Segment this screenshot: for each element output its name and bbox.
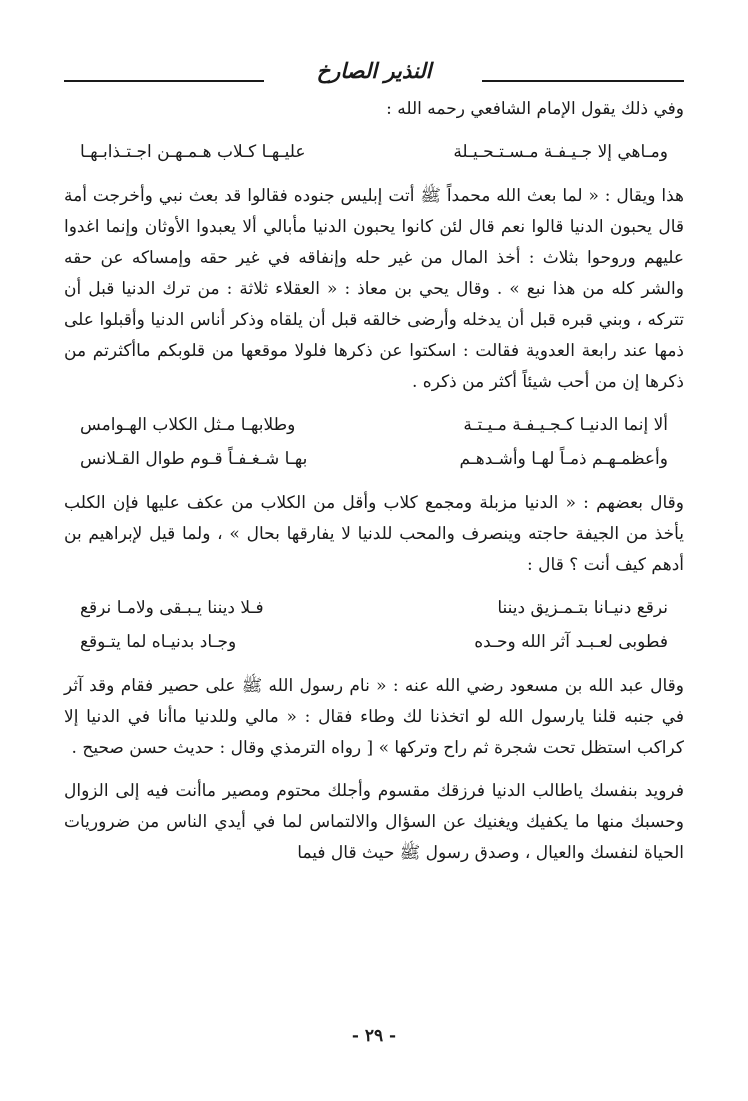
intro-paragraph: وفي ذلك يقول الإمام الشافعي رحمه الله : [386,99,684,119]
poem-block-2 [64,408,684,476]
paragraph-4: فرويد بنفسك ياطالب الدنيا فرزقك مقسوم وأجلك محتوم ومصير ماأنت فيه إلى الزوال وحسبك منها ما يكفيك ويغنيك عن السؤال والالتماس لما في أيدي الناس من ضروريات الحياة لنفسك والعيال ، وصدق رسول ﷺ حيث قال فيما [64,781,684,863]
verse-hemistich-first: وأعظمـهـم ذمـاً لهـا وأشـدهـم [459,449,668,469]
poem-block-1 [64,135,684,169]
verse-hemistich-second: بهـا شـغـفـاً قـوم طوال القـلانس [80,449,308,469]
verse-hemistich-second: وجـاد بدنيـاه لما يتـوقع [80,632,237,652]
verse-hemistich-second: وطلابهـا مـثل الكلاب الهـوامس [80,415,296,435]
verse-line [64,135,684,169]
verse-line [64,408,684,442]
verse-hemistich-first: ألا إنما الدنيـا كـجـيـفـة مـيـتـة [463,415,668,435]
paragraph-3: وقال عبد الله بن مسعود رضي الله عنه : « نام رسول الله ﷺ على حصير فقام وقد آثر في جنبه قلنا يارسول الله لو اتخذنا لك وطاء فقال : « مالي وللدنيا ماأنا في الدنيا إلا كراكب استظل تحت شجرة ثم راح وتركها » [ رواه الترمذي وقال : حديث حسن صحيح . [64,676,684,758]
running-header [64,58,684,92]
paragraph-2: وقال بعضهم : « الدنيا مزبلة ومجمع كلاب وأقل من الكلاب من عكف عليها فإن الكلب يأخذ من الجيفة حاجته وينصرف والمحب للدنيا لا يفارقها بحال » ، ولما قيل لإبراهيم بن أدهم كيف أنت ؟ قال : [64,493,684,575]
verse-hemistich-first: ومـاهي إلا جـيـفـة مـسـتـحـيـلة [453,142,668,162]
paragraph-1: هذا ويقال : « لما بعث الله محمداً ﷺ أتت إبليس جنوده فقالوا قد بعث نبي وأخرجت أمة قال يحبون الدنيا قالوا نعم قال لئن كانوا يحبون الدنيا مأبالي ألا يعبدوا الأوثان وإنما اغدوا عليهم وروحوا بثلاث : أخذ المال من غير حله وإنفاقه في غير حقه وإمساكه عن حقه والشر كله من هذا نبع » . وقال يحي بن معاذ : « العقلاء ثلاثة : من ترك الدنيا قبل أن تتركه ، وبني قبره قبل أن يدخله وأرضى خالقه قبل أن يلقاه وذكر أناس الدنيا وأقبلوا على ذمها عند رابعة العدوية فقالت : اسكتوا عن ذكرها فلولا موقعها من قلوبكم ماأكثرتم من ذكرها إن من أحب شيئاً أكثر من ذكره . [64,186,684,392]
header-rule-right [482,80,684,82]
verse-line [64,442,684,476]
header-rule-left [64,80,264,82]
page-body [64,92,684,869]
verse-line [64,625,684,659]
verse-hemistich-second: عليـهـا كـلاب هـمـهـن اجـتـذابـهـا [80,142,306,162]
verse-line [64,591,684,625]
verse-hemistich-first: فطوبى لعـبـد آثر الله وحـده [474,632,668,652]
poem-block-3 [64,591,684,659]
header-title: النذير الصارخ [316,58,432,83]
page-number: - ٢٩ - [351,1026,397,1046]
verse-hemistich-first: نرقع دنيـانا بتـمـزيق ديننا [497,598,668,618]
verse-hemistich-second: فـلا ديننا يـبـقى ولامـا نرقع [80,598,264,618]
